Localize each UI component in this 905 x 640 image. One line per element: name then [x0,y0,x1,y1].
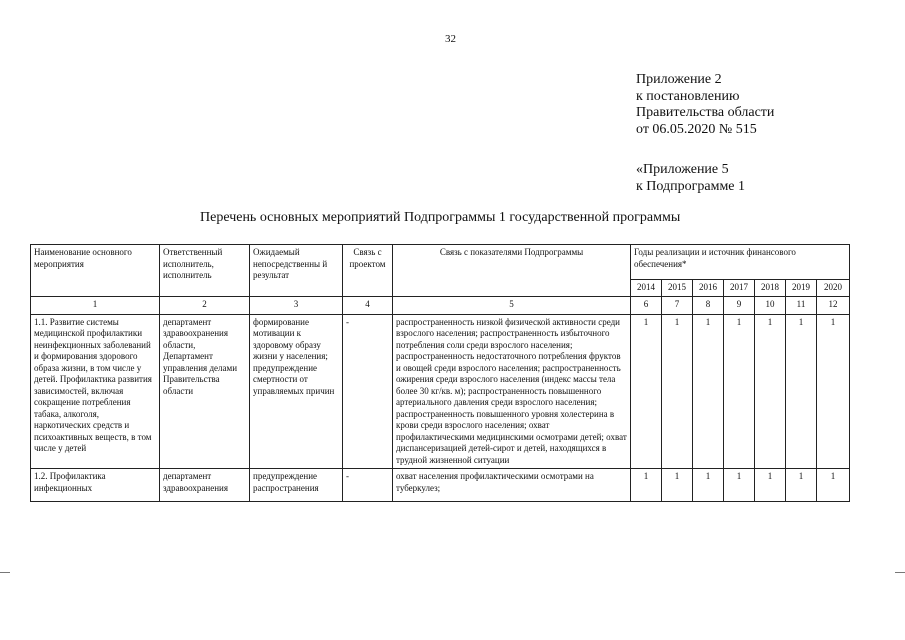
column-number: 4 [343,296,393,314]
appendix-line: к постановлению [636,88,740,104]
document-title: Перечень основных мероприятий Подпрограммы 1 государственной программы [200,210,681,225]
activity-project: - [343,314,393,469]
header-executor: Ответственный исполнитель, исполнитель [160,245,250,297]
column-number: 10 [755,296,786,314]
year-value: 1 [786,469,817,502]
year-value: 1 [755,469,786,502]
column-number-row [31,296,850,314]
column-number: 7 [662,296,693,314]
appendix-line: Правительства области [636,105,775,120]
table-row [31,314,850,469]
year-value: 1 [662,314,693,469]
column-number: 2 [160,296,250,314]
year-header: 2019 [786,280,817,297]
activity-executor: департамент здравоохранения [160,469,250,502]
year-value: 1 [631,469,662,502]
header-indicators: Связь с показателями Подпрограммы [393,245,631,297]
year-value: 1 [786,314,817,469]
appendix-line: к Подпрограмме 1 [636,178,746,194]
scan-margin-mark [0,572,10,573]
scan-margin-mark [895,572,905,573]
table-row [31,469,850,502]
appendix-sub-block [636,162,745,195]
year-value: 1 [755,314,786,469]
column-number: 9 [724,296,755,314]
column-number: 5 [393,296,631,314]
activity-indicators: охват населения профилактическими осмотрами на туберкулез; [393,469,631,502]
activity-indicators: распространенность низкой физической активности среди взрослого населения; распространенность избыточного потребления соли среди взрослого населения; распространенность недостаточного потребления фруктов и овощей среди взрослого населения; распространенность ожирения среди взрослого населения (индекс массы тела более 30 кг/кв. м); распространенность повышенного артериального давления среди взрослого населения; распространенность повышенного уровня холестерина в крови среди взрослого населения; охват профилактическими медицинскими осмотрами детей; охват диспансеризацией детей-сирот и детей, находящихся в трудной жизненной ситуации [393,314,631,469]
appendix-block [636,72,774,138]
year-value: 1 [817,469,850,502]
year-header: 2014 [631,280,662,297]
table-header-row [31,245,850,280]
header-years-group: Годы реализации и источник финансового обеспечения* [631,245,850,280]
year-header: 2018 [755,280,786,297]
activity-name: 1.2. Профилактика инфекционных [31,469,160,502]
year-header: 2016 [693,280,724,297]
year-value: 1 [724,469,755,502]
appendix-line: от 06.05.2020 № 515 [636,121,757,137]
header-project: Связь с проектом [343,245,393,297]
year-header: 2015 [662,280,693,297]
column-number: 11 [786,296,817,314]
year-header: 2020 [817,280,850,297]
year-value: 1 [662,469,693,502]
column-number: 3 [250,296,343,314]
year-value: 1 [817,314,850,469]
activity-result: предупреждение распространения [250,469,343,502]
year-value: 1 [724,314,755,469]
year-value: 1 [693,314,724,469]
activity-project: - [343,469,393,502]
activity-name: 1.1. Развитие системы медицинской профилактики неинфекционных заболеваний и формирования здорового образа жизни, в том числе у детей. Профилактика развития зависимостей, включая сокращение потребления табака, алкоголя, наркотических средств и психоактивных веществ, в том числе у детей [31,314,160,469]
column-number: 1 [31,296,160,314]
activity-result: формирование мотивации к здоровому образу жизни у населения; предупреждение смертности от управляемых причин [250,314,343,469]
header-result: Ожидаемый непосредственны й результат [250,245,343,297]
activities-table [30,244,850,502]
activity-executor: департамент здравоохранения области, Департамент управления делами Правительства области [160,314,250,469]
year-header: 2017 [724,280,755,297]
year-value: 1 [631,314,662,469]
page-number: 32 [445,33,456,45]
column-number: 8 [693,296,724,314]
appendix-line: Приложение 2 [636,72,722,87]
appendix-line: «Приложение 5 [636,162,729,177]
column-number: 12 [817,296,850,314]
column-number: 6 [631,296,662,314]
header-name: Наименование основного мероприятия [31,245,160,297]
year-value: 1 [693,469,724,502]
